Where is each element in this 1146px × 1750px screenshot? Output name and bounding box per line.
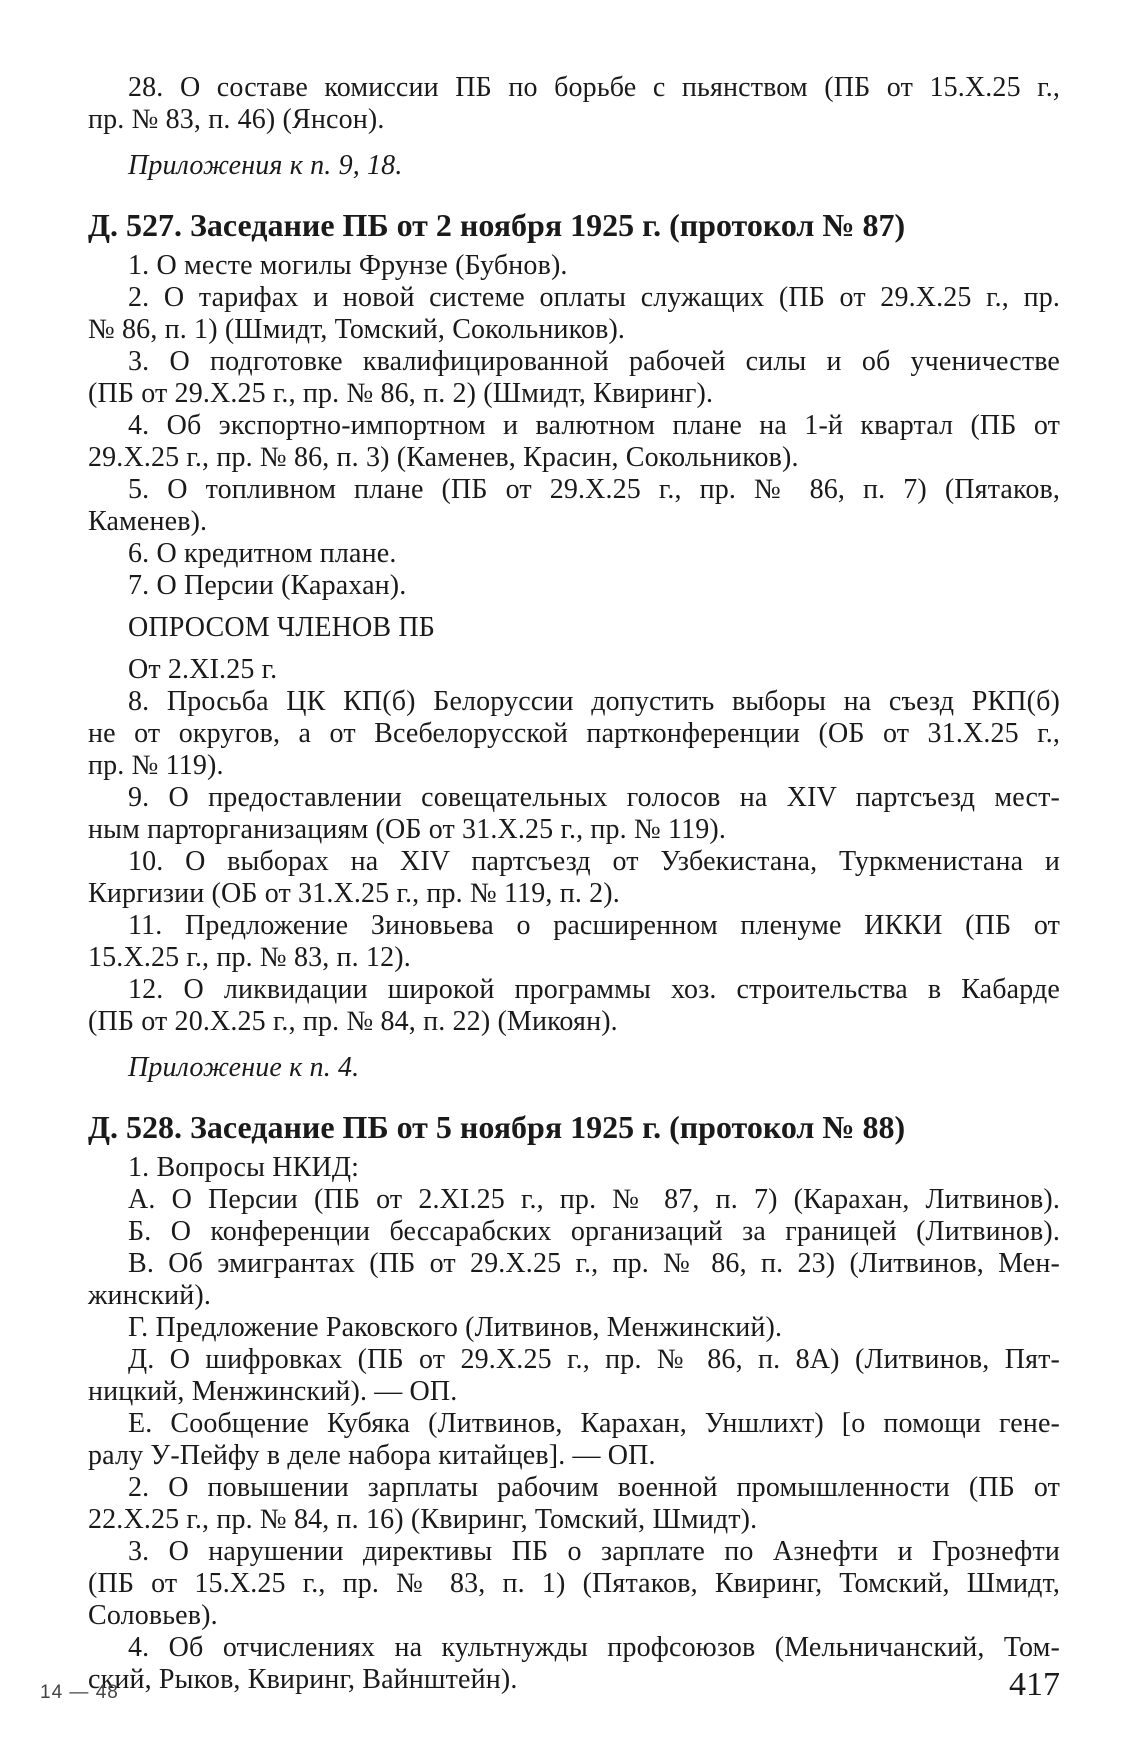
page-number: 417 xyxy=(1009,1666,1060,1703)
record-527-poll-line: 11. Предложение Зиновьева о расширенном пленуме ИККИ (ПБ от xyxy=(128,910,1060,941)
record-528-line: ский, Рыков, Квиринг, Вайнштейн). xyxy=(88,1664,518,1695)
record-527-poll-line: Киргизии (ОБ от 31.X.25 г., пр. № 119, п. 2). xyxy=(88,878,620,909)
prev-item-28-line2: пр. № 83, п. 46) (Янсон). xyxy=(88,104,385,135)
record-528-line: Г. Предложение Раковского (Литвинов, Менжинский). xyxy=(128,1312,783,1343)
record-528-line: 3. О нарушении директивы ПБ о зарплате по Азнефти и Грознефти xyxy=(128,1536,1060,1567)
record-528-line: жинский). xyxy=(88,1280,211,1311)
record-528-line: ралу У-Пейфу в деле набора китайцев]. — ОП. xyxy=(88,1440,656,1471)
record-527-line: (ПБ от 29.X.25 г., пр. № 86, п. 2) (Шмидт, Квиринг). xyxy=(88,378,714,409)
printer-signature: 14 — 48 xyxy=(40,1682,119,1703)
record-527-heading: Д. 527. Заседание ПБ от 2 ноября 1925 г. (протокол № 87) xyxy=(88,207,906,243)
record-527-line: 5. О топливном плане (ПБ от 29.X.25 г., пр. № 86, п. 7) (Пятаков, xyxy=(128,474,1060,505)
record-527-poll-line: 9. О предоставлении совещательных голосов на XIV партсъезд мест- xyxy=(128,782,1060,813)
record-528-line: Е. Сообщение Кубяка (Литвинов, Карахан, Уншлихт) [о помощи гене- xyxy=(128,1408,1060,1439)
record-528-line: 1. Вопросы НКИД: xyxy=(128,1152,359,1183)
record-527-poll-line: 15.X.25 г., пр. № 83, п. 12). xyxy=(88,942,411,973)
record-527-line: 2. О тарифах и новой системе оплаты служащих (ПБ от 29.X.25 г., пр. xyxy=(128,282,1060,313)
record-527-line: 4. Об экспортно-импортном и валютном плане на 1-й квартал (ПБ от xyxy=(128,410,1060,441)
record-527-poll-line: 12. О ликвидации широкой программы хоз. строительства в Кабарде xyxy=(128,974,1060,1005)
record-528-line: 22.X.25 г., пр. № 84, п. 16) (Квиринг, Томский, Шмидт). xyxy=(88,1504,758,1535)
record-528-heading: Д. 528. Заседание ПБ от 5 ноября 1925 г. (протокол № 88) xyxy=(88,1109,906,1145)
record-528-line: 2. О повышении зарплаты рабочим военной промышленности (ПБ от xyxy=(128,1472,1060,1503)
record-527-line: 6. О кредитном плане. xyxy=(128,538,397,569)
record-527-poll-line: (ПБ от 20.X.25 г., пр. № 84, п. 22) (Микоян). xyxy=(88,1006,618,1037)
document-page xyxy=(88,72,1060,1696)
record-528-line: (ПБ от 15.X.25 г., пр. № 83, п. 1) (Пятаков, Квиринг, Томский, Шмидт, xyxy=(88,1568,1060,1599)
record-528-line: Соловьев). xyxy=(88,1600,218,1631)
record-527-poll-line: 8. Просьба ЦК КП(б) Белоруссии допустить выборы на съезд РКП(б) xyxy=(128,686,1060,717)
record-527-line: 3. О подготовке квалифицированной рабочей силы и об ученичестве xyxy=(128,346,1060,377)
record-528-line: Д. О шифровках (ПБ от 29.X.25 г., пр. № 86, п. 8А) (Литвинов, Пят- xyxy=(128,1344,1060,1375)
prev-item-28-line1: 28. О составе комиссии ПБ по борьбе с пьянством (ПБ от 15.X.25 г., xyxy=(128,72,1060,103)
record-528-line: 4. Об отчислениях на культнужды профсоюзов (Мельничанский, Том- xyxy=(128,1632,1060,1663)
poll-date: От 2.XI.25 г. xyxy=(128,654,278,685)
record-527-line: Каменев). xyxy=(88,506,208,537)
record-528-line: А. О Персии (ПБ от 2.XI.25 г., пр. № 87, п. 7) (Карахан, Литвинов). xyxy=(128,1184,1060,1215)
record-527-line: № 86, п. 1) (Шмидт, Томский, Сокольников). xyxy=(88,314,626,345)
record-527-poll-line: ным парторганизациям (ОБ от 31.X.25 г., пр. № 119). xyxy=(88,814,727,845)
record-527-poll-line: пр. № 119). xyxy=(88,750,224,781)
prev-appendix-note: Приложения к п. 9, 18. xyxy=(128,150,403,181)
record-527-line: 1. О месте могилы Фрунзе (Бубнов). xyxy=(128,250,568,281)
record-528-line: В. Об эмигрантах (ПБ от 29.X.25 г., пр. № 86, п. 23) (Литвинов, Мен- xyxy=(128,1248,1060,1279)
record-527-appendix-note: Приложение к п. 4. xyxy=(128,1052,360,1083)
record-527-line: 7. О Персии (Карахан). xyxy=(128,570,407,601)
record-527-poll-line: не от округов, а от Всебелорусской партконференции (ОБ от 31.X.25 г., xyxy=(88,718,1060,749)
record-528-line: ницкий, Менжинский). — ОП. xyxy=(88,1376,458,1407)
record-528-line: Б. О конференции бессарабских организаций за границей (Литвинов). xyxy=(128,1216,1060,1247)
record-527-line: 29.X.25 г., пр. № 86, п. 3) (Каменев, Красин, Сокольников). xyxy=(88,442,799,473)
record-527-poll-line: 10. О выборах на XIV партсъезд от Узбекистана, Туркменистана и xyxy=(128,846,1060,877)
poll-title: ОПРОСОМ ЧЛЕНОВ ПБ xyxy=(128,612,435,643)
